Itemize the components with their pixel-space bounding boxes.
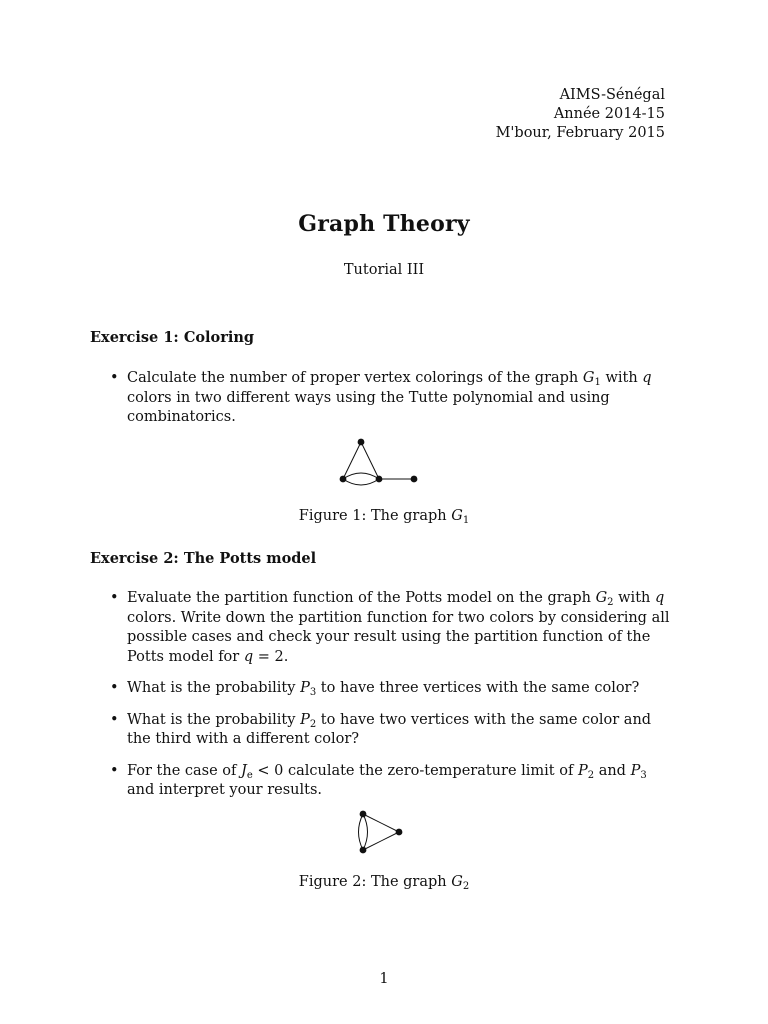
page-number: 1 [379, 971, 389, 987]
page-title: Graph Theory [298, 211, 470, 237]
exercise-1-bullet-1: • Calculate the number of proper vertex colorings of the graph $G_1$ with q colors in two different ways using the Tutte polynomial and using combinatorics. [110, 369, 670, 428]
header-institution: AIMS-Sénégal [559, 87, 665, 103]
g1-vertex-top [358, 439, 365, 446]
exercise-2-list [110, 589, 670, 813]
g1-vertex-left [340, 476, 347, 483]
header-year: Année 2014-15 [553, 106, 665, 122]
g2-edge-double-left [359, 814, 364, 850]
g1-vertex-right [411, 476, 418, 483]
g2-edge-top-right [363, 814, 399, 832]
g1-edge-double-upper [343, 473, 379, 479]
g1-edge-double-lower [343, 479, 379, 485]
g2-vertex-top [360, 811, 367, 818]
exercise-1-list [110, 369, 670, 440]
header-block [496, 86, 665, 143]
graph-g2-figure [345, 805, 415, 860]
graph-g1-figure [330, 430, 430, 490]
exercise-2-bullet-3: • What is the probability $P_2$ to have two vertices with the same color and the third with a different color? [110, 711, 670, 750]
figure-2-caption: Figure 2: The graph $G_2$ [298, 874, 470, 892]
exercise-2-bullet-4: • For the case of $J_e < 0$ calculate the zero-temperature limit of $P_2$ and $P_3$ and interpret your results. [110, 762, 670, 801]
exercise-2-bullet-2: • What is the probability $P_3$ to have three vertices with the same color? [110, 679, 670, 699]
header-place-date: M'bour, February 2015 [495, 125, 665, 141]
exercise-2-bullet-1: • Evaluate the partition function of the Potts model on the graph $G_2$ with q colors. Write down the partition function for two colors by considering all possible cases and check your result using the partition function of the Potts model for q = 2. [110, 589, 670, 667]
g2-vertex-right [396, 829, 403, 836]
g1-vertex-middle [376, 476, 383, 483]
g2-edge-double-right [363, 814, 368, 850]
g2-edge-bottom-right [363, 832, 399, 850]
exercise-1-heading: Exercise 1: Coloring [90, 329, 255, 346]
exercise-2-heading: Exercise 2: The Potts model [90, 550, 317, 567]
page-subtitle: Tutorial III [343, 262, 425, 278]
figure-1-caption: Figure 1: The graph $G_1$ [298, 508, 470, 526]
g2-vertex-bottom [360, 847, 367, 854]
